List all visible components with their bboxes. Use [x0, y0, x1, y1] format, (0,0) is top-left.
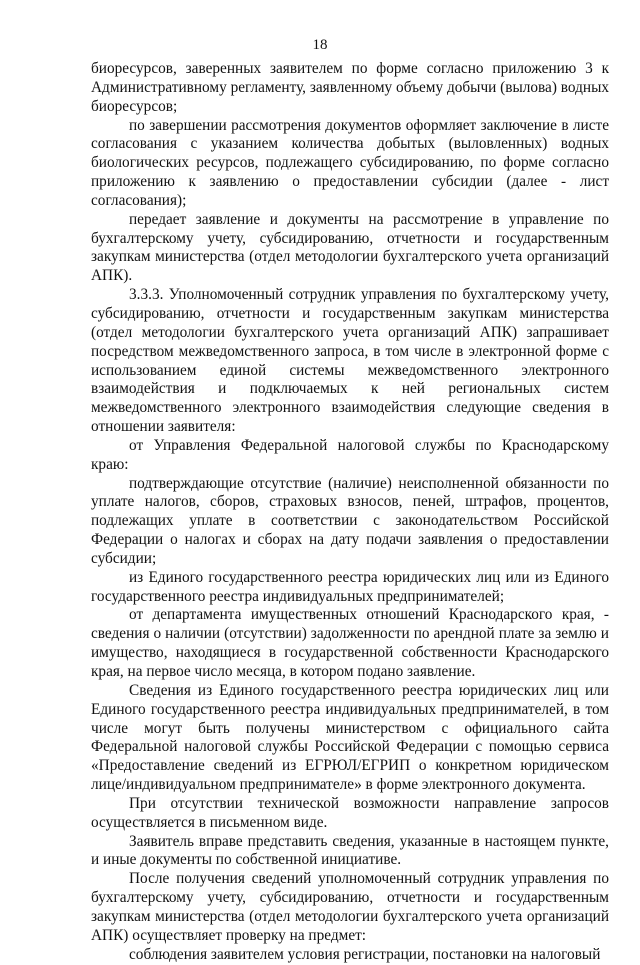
paragraph: соблюдения заявителем условия регистрации, постановки на налоговый	[129, 945, 601, 963]
paragraph: по завершении рассмотрения документов оформляет заключение в листе согласования с указанием количества добытых (выловленных) водных биологических ресурсов, подлежащего субсидированию, по форме согласно приложению к заявлению о предоставлении субсидии (далее - лист согласования);	[91, 116, 609, 209]
body-text	[91, 60, 609, 965]
paragraph: При отсутствии технической возможности направление запросов осуществляется в письменном виде.	[91, 794, 609, 831]
paragraph: от департамента имущественных отношений Краснодарского края, - сведения о наличии (отсутствии) задолженности по арендной плате за землю и имущество, находящиеся в государственной собственности Краснодарского края, на первое число месяца, в котором подано заявление.	[91, 606, 609, 680]
paragraph: подтверждающие отсутствие (наличие) неисполненной обязанности по уплате налогов, сборов, страховых взносов, пеней, штрафов, процентов, подлежащих уплате в соответствии с законодательством Российской Федерации о налогах и сборах на дату подачи заявления о предоставлении субсидии;	[91, 474, 609, 567]
paragraph: Заявитель вправе представить сведения, указанные в настоящем пункте, и иные документы по собственной инициативе.	[91, 832, 609, 869]
paragraph: от Управления Федеральной налоговой службы по Краснодарскому краю:	[91, 436, 609, 473]
paragraph: После получения сведений уполномоченный сотрудник управления по бухгалтерскому учету, субсидированию, отчетности и государственным закупкам министерства (отдел методологии бухгалтерского учета организаций АПК) осуществляет проверку на предмет:	[91, 870, 609, 944]
page-number: 18	[312, 37, 328, 53]
paragraph: биоресурсов, заверенных заявителем по форме согласно приложению 3 к Административному регламенту, заявленному объему добычи (вылова) водных биоресурсов;	[91, 60, 609, 115]
paragraph: передает заявление и документы на рассмотрение в управление по бухгалтерскому учету, субсидированию, отчетности и государственным закупкам министерства (отдел методологии бухгалтерского учета организаций АПК).	[91, 210, 609, 285]
section-3-3-3-paragraph: 3.3.3. Уполномоченный сотрудник управления по бухгалтерскому учету, субсидированию, отчетности и государственным закупкам министерства (отдел методологии бухгалтерского учета организаций АПК) запрашивает посредством межведомственного запроса, в том числе в электронной форме с использованием единой системы межведомственного электронного взаимодействия и подключаемых к ней региональных систем межведомственного электронного взаимодействия следующие сведения в отношении заявителя:	[91, 286, 609, 436]
paragraph: Сведения из Единого государственного реестра юридических лиц или Единого государственного реестра индивидуальных предпринимателей, в том числе могут быть получены министерством с официального сайта Федеральной налоговой службы Российской Федерации с помощью сервиса «Предоставление сведений из ЕГРЮЛ/ЕГРИП о конкретном юридическом лице/индивидуальном предпринимателе» в форме электронного документа.	[91, 681, 609, 794]
paragraph: из Единого государственного реестра юридических лиц или из Единого государственного реестра индивидуальных предпринимателей;	[91, 568, 609, 605]
